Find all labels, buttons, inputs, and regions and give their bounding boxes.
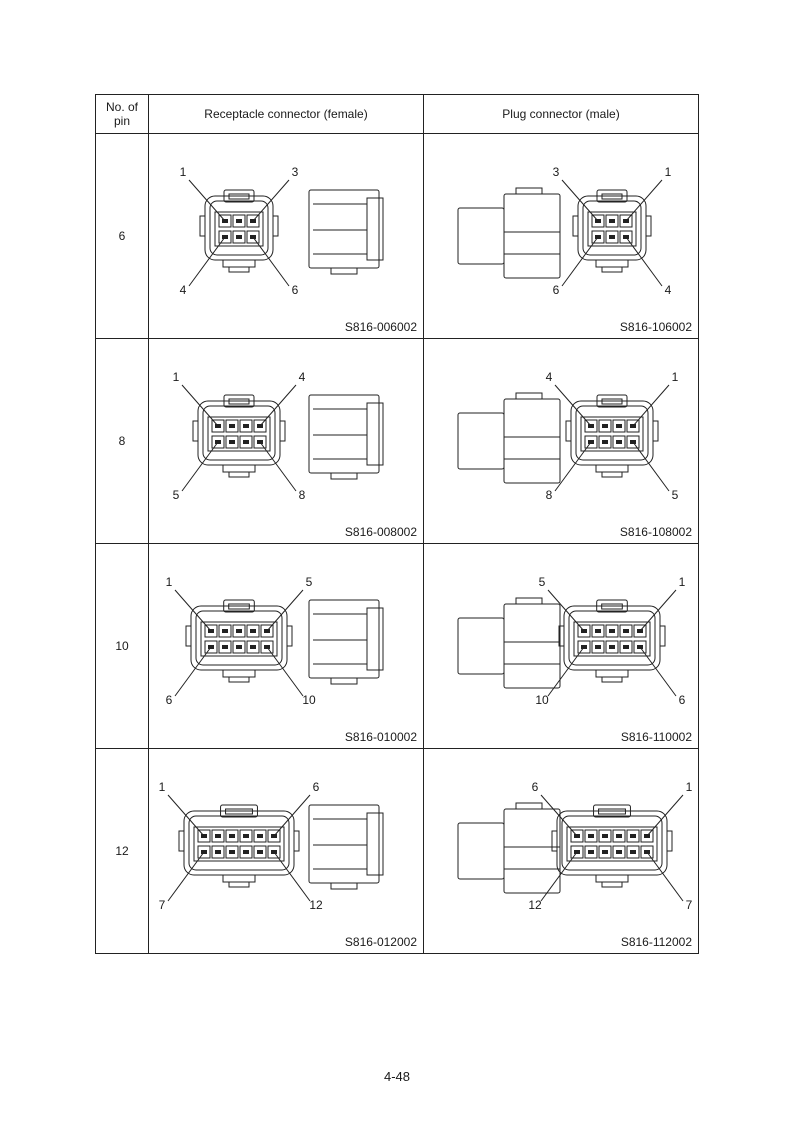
connector-face-view bbox=[166, 575, 316, 707]
terminal-contact bbox=[623, 645, 629, 649]
pin-number-label: 3 bbox=[552, 165, 560, 179]
bottom-latch-tip bbox=[229, 882, 249, 887]
pin-number-label: 5 bbox=[671, 488, 679, 502]
pin-number-label: 4 bbox=[298, 370, 306, 384]
side-front-step bbox=[367, 813, 383, 875]
leader-line bbox=[541, 852, 577, 901]
pin-number-label: 1 bbox=[158, 780, 166, 794]
bottom-latch bbox=[223, 670, 255, 677]
female-connector-drawing bbox=[149, 749, 424, 953]
connector-side-view bbox=[309, 805, 383, 889]
connector-housing bbox=[557, 811, 667, 875]
pin-number-label: 6 bbox=[312, 780, 320, 794]
pin-number-label: 1 bbox=[685, 780, 693, 794]
side-latch bbox=[516, 803, 542, 809]
part-code: S816-012002 bbox=[344, 935, 417, 949]
leader-line bbox=[253, 237, 289, 286]
terminal-contact bbox=[588, 834, 594, 838]
side-flange bbox=[660, 626, 665, 646]
connector-face-view bbox=[553, 165, 672, 297]
terminal-contact bbox=[243, 424, 249, 428]
header-plug-male: Plug connector (male) bbox=[424, 95, 699, 134]
plug-rear-body bbox=[458, 413, 504, 469]
pin-number-label: 6 bbox=[678, 693, 686, 707]
connector-housing bbox=[184, 811, 294, 875]
connector-face-view bbox=[180, 165, 299, 297]
pin-number-label: 1 bbox=[179, 165, 187, 179]
female-connector-cell bbox=[149, 339, 424, 544]
table-row bbox=[96, 749, 699, 954]
bottom-latch-tip bbox=[602, 472, 622, 477]
bottom-latch-tip bbox=[229, 677, 249, 682]
side-latch bbox=[516, 188, 542, 194]
side-latch bbox=[331, 268, 357, 274]
side-flange bbox=[287, 626, 292, 646]
housing-inner-wall bbox=[576, 406, 648, 460]
connector-housing bbox=[571, 401, 653, 465]
side-latch bbox=[331, 473, 357, 479]
pin-number-label: 12 bbox=[309, 898, 323, 912]
male-connector-cell bbox=[424, 339, 699, 544]
housing-inner-wall bbox=[569, 611, 655, 665]
pin-number-label: 7 bbox=[685, 898, 693, 912]
terminal-contact bbox=[250, 645, 256, 649]
plug-front-body bbox=[504, 194, 560, 278]
side-latch bbox=[331, 883, 357, 889]
male-connector-drawing bbox=[424, 339, 699, 543]
female-connector-drawing bbox=[149, 544, 424, 748]
plug-front-body bbox=[504, 604, 560, 688]
side-front-step bbox=[367, 198, 383, 260]
bottom-latch bbox=[596, 465, 628, 472]
terminal-contact bbox=[236, 629, 242, 633]
side-flange bbox=[294, 831, 299, 851]
connector-side-view bbox=[309, 600, 383, 684]
pin-number-label: 6 bbox=[531, 780, 539, 794]
pin-number-label: 1 bbox=[664, 165, 672, 179]
terminal-contact bbox=[236, 219, 242, 223]
terminal-window bbox=[567, 827, 657, 861]
bottom-latch-tip bbox=[602, 267, 622, 272]
terminal-contact bbox=[602, 850, 608, 854]
header-no-of-pin: No. of pin bbox=[96, 95, 149, 134]
pin-number-label: 1 bbox=[678, 575, 686, 589]
leader-line bbox=[626, 237, 662, 286]
male-connector-drawing bbox=[424, 749, 699, 953]
pin-count: 10 bbox=[96, 544, 149, 749]
connector-housing bbox=[191, 606, 287, 670]
bottom-latch-tip bbox=[229, 472, 249, 477]
female-connector-cell bbox=[149, 749, 424, 954]
connector-table bbox=[95, 94, 699, 954]
terminal-contact bbox=[236, 235, 242, 239]
side-flange bbox=[573, 216, 578, 236]
connector-side-view bbox=[309, 190, 383, 274]
side-flange bbox=[552, 831, 557, 851]
terminal-contact bbox=[215, 834, 221, 838]
pin-number-label: 5 bbox=[172, 488, 180, 502]
housing-inner-wall bbox=[210, 201, 268, 255]
terminal-contact bbox=[250, 629, 256, 633]
terminal-contact bbox=[222, 629, 228, 633]
pin-number-label: 4 bbox=[664, 283, 672, 297]
terminal-window bbox=[574, 622, 650, 656]
side-flange bbox=[566, 421, 571, 441]
pin-number-label: 1 bbox=[671, 370, 679, 384]
terminal-contact bbox=[243, 850, 249, 854]
table-row bbox=[96, 134, 699, 339]
leader-line bbox=[640, 647, 676, 696]
bottom-latch-tip bbox=[602, 677, 622, 682]
plug-rear-body bbox=[458, 823, 504, 879]
female-connector-cell bbox=[149, 134, 424, 339]
pin-number-label: 12 bbox=[528, 898, 542, 912]
male-connector-cell bbox=[424, 134, 699, 339]
pin-number-label: 6 bbox=[165, 693, 173, 707]
bottom-latch bbox=[596, 670, 628, 677]
connector-housing bbox=[198, 401, 280, 465]
side-body bbox=[309, 190, 379, 268]
terminal-window bbox=[194, 827, 284, 861]
side-flange bbox=[280, 421, 285, 441]
terminal-contact bbox=[602, 440, 608, 444]
leader-line bbox=[548, 647, 584, 696]
terminal-contact bbox=[630, 834, 636, 838]
terminal-contact bbox=[222, 645, 228, 649]
pin-number-label: 8 bbox=[298, 488, 306, 502]
terminal-contact bbox=[588, 850, 594, 854]
side-body bbox=[309, 395, 379, 473]
leader-line bbox=[168, 852, 204, 901]
bottom-latch-tip bbox=[229, 267, 249, 272]
pin-number-label: 5 bbox=[538, 575, 546, 589]
pin-count: 8 bbox=[96, 339, 149, 544]
terminal-contact bbox=[215, 850, 221, 854]
pin-number-label: 4 bbox=[179, 283, 187, 297]
terminal-contact bbox=[229, 834, 235, 838]
terminal-contact bbox=[257, 834, 263, 838]
terminal-contact bbox=[229, 424, 235, 428]
terminal-window bbox=[581, 417, 643, 451]
side-flange bbox=[186, 626, 191, 646]
connector-side-view bbox=[458, 803, 560, 893]
male-connector-cell bbox=[424, 544, 699, 749]
leader-line bbox=[562, 237, 598, 286]
terminal-contact bbox=[616, 424, 622, 428]
terminal-contact bbox=[595, 645, 601, 649]
pin-number-label: 10 bbox=[535, 693, 549, 707]
housing-inner-wall bbox=[562, 816, 662, 870]
side-latch bbox=[331, 678, 357, 684]
side-latch bbox=[516, 393, 542, 399]
terminal-contact bbox=[609, 629, 615, 633]
pin-number-label: 1 bbox=[172, 370, 180, 384]
female-connector-drawing bbox=[149, 134, 424, 338]
side-body bbox=[309, 600, 379, 678]
side-front-step bbox=[367, 403, 383, 465]
male-connector-drawing bbox=[424, 134, 699, 338]
bottom-latch bbox=[223, 260, 255, 267]
part-code: S816-112002 bbox=[620, 935, 692, 949]
female-connector-drawing bbox=[149, 339, 424, 543]
plug-rear-body bbox=[458, 208, 504, 264]
connector-face-view bbox=[159, 780, 323, 912]
leader-line bbox=[647, 852, 683, 901]
terminal-contact bbox=[609, 645, 615, 649]
terminal-contact bbox=[257, 850, 263, 854]
plug-rear-body bbox=[458, 618, 504, 674]
leader-line bbox=[274, 852, 310, 901]
terminal-contact bbox=[609, 219, 615, 223]
pin-count: 12 bbox=[96, 749, 149, 954]
connector-side-view bbox=[458, 393, 560, 483]
part-code: S816-108002 bbox=[619, 525, 692, 539]
part-code: S816-010002 bbox=[344, 730, 417, 744]
leader-line bbox=[189, 237, 225, 286]
pin-number-label: 10 bbox=[302, 693, 316, 707]
connector-face-view bbox=[528, 780, 692, 912]
leader-line bbox=[182, 442, 218, 491]
part-code: S816-008002 bbox=[344, 525, 417, 539]
terminal-contact bbox=[602, 424, 608, 428]
connector-side-view bbox=[458, 188, 560, 278]
side-latch bbox=[516, 598, 542, 604]
terminal-contact bbox=[243, 440, 249, 444]
pin-number-label: 3 bbox=[291, 165, 299, 179]
terminal-window bbox=[201, 622, 277, 656]
housing-inner-wall bbox=[196, 611, 282, 665]
connector-side-view bbox=[458, 598, 560, 688]
male-connector-cell bbox=[424, 749, 699, 954]
part-code: S816-110002 bbox=[620, 730, 692, 744]
pin-number-label: 4 bbox=[545, 370, 553, 384]
terminal-contact bbox=[623, 629, 629, 633]
table-row bbox=[96, 339, 699, 544]
side-body bbox=[309, 805, 379, 883]
header-row bbox=[96, 95, 699, 134]
pin-number-label: 6 bbox=[552, 283, 560, 297]
leader-line bbox=[260, 442, 296, 491]
terminal-contact bbox=[229, 850, 235, 854]
terminal-contact bbox=[243, 834, 249, 838]
part-code: S816-106002 bbox=[619, 320, 692, 334]
terminal-contact bbox=[602, 834, 608, 838]
pin-number-label: 8 bbox=[545, 488, 553, 502]
leader-line bbox=[267, 647, 303, 696]
terminal-contact bbox=[229, 440, 235, 444]
connector-side-view bbox=[309, 395, 383, 479]
side-flange bbox=[200, 216, 205, 236]
male-connector-drawing bbox=[424, 544, 699, 748]
terminal-contact bbox=[595, 629, 601, 633]
bottom-latch bbox=[596, 260, 628, 267]
connector-face-view bbox=[535, 575, 685, 707]
pin-number-label: 1 bbox=[165, 575, 173, 589]
terminal-contact bbox=[616, 440, 622, 444]
pin-count: 6 bbox=[96, 134, 149, 339]
housing-inner-wall bbox=[203, 406, 275, 460]
bottom-latch bbox=[596, 875, 628, 882]
bottom-latch bbox=[223, 875, 255, 882]
leader-line bbox=[175, 647, 211, 696]
header-receptacle-female: Receptacle connector (female) bbox=[149, 95, 424, 134]
bottom-latch bbox=[223, 465, 255, 472]
side-flange bbox=[179, 831, 184, 851]
side-flange bbox=[667, 831, 672, 851]
pin-number-label: 7 bbox=[158, 898, 166, 912]
bottom-latch-tip bbox=[602, 882, 622, 887]
connector-face-view bbox=[173, 370, 306, 502]
housing-inner-wall bbox=[189, 816, 289, 870]
page-number: 4-48 bbox=[383, 1069, 411, 1084]
side-flange bbox=[646, 216, 651, 236]
terminal-window bbox=[208, 417, 270, 451]
pin-number-label: 5 bbox=[305, 575, 313, 589]
housing-inner-wall bbox=[583, 201, 641, 255]
terminal-contact bbox=[630, 850, 636, 854]
terminal-contact bbox=[609, 235, 615, 239]
terminal-contact bbox=[616, 850, 622, 854]
side-flange bbox=[653, 421, 658, 441]
terminal-contact bbox=[236, 645, 242, 649]
leader-line bbox=[633, 442, 669, 491]
female-connector-cell bbox=[149, 544, 424, 749]
side-front-step bbox=[367, 608, 383, 670]
terminal-contact bbox=[616, 834, 622, 838]
connector-face-view bbox=[546, 370, 679, 502]
part-code: S816-006002 bbox=[344, 320, 417, 334]
side-flange bbox=[273, 216, 278, 236]
connector-housing bbox=[564, 606, 660, 670]
plug-front-body bbox=[504, 399, 560, 483]
table-row bbox=[96, 544, 699, 749]
side-flange bbox=[193, 421, 198, 441]
pin-number-label: 6 bbox=[291, 283, 299, 297]
